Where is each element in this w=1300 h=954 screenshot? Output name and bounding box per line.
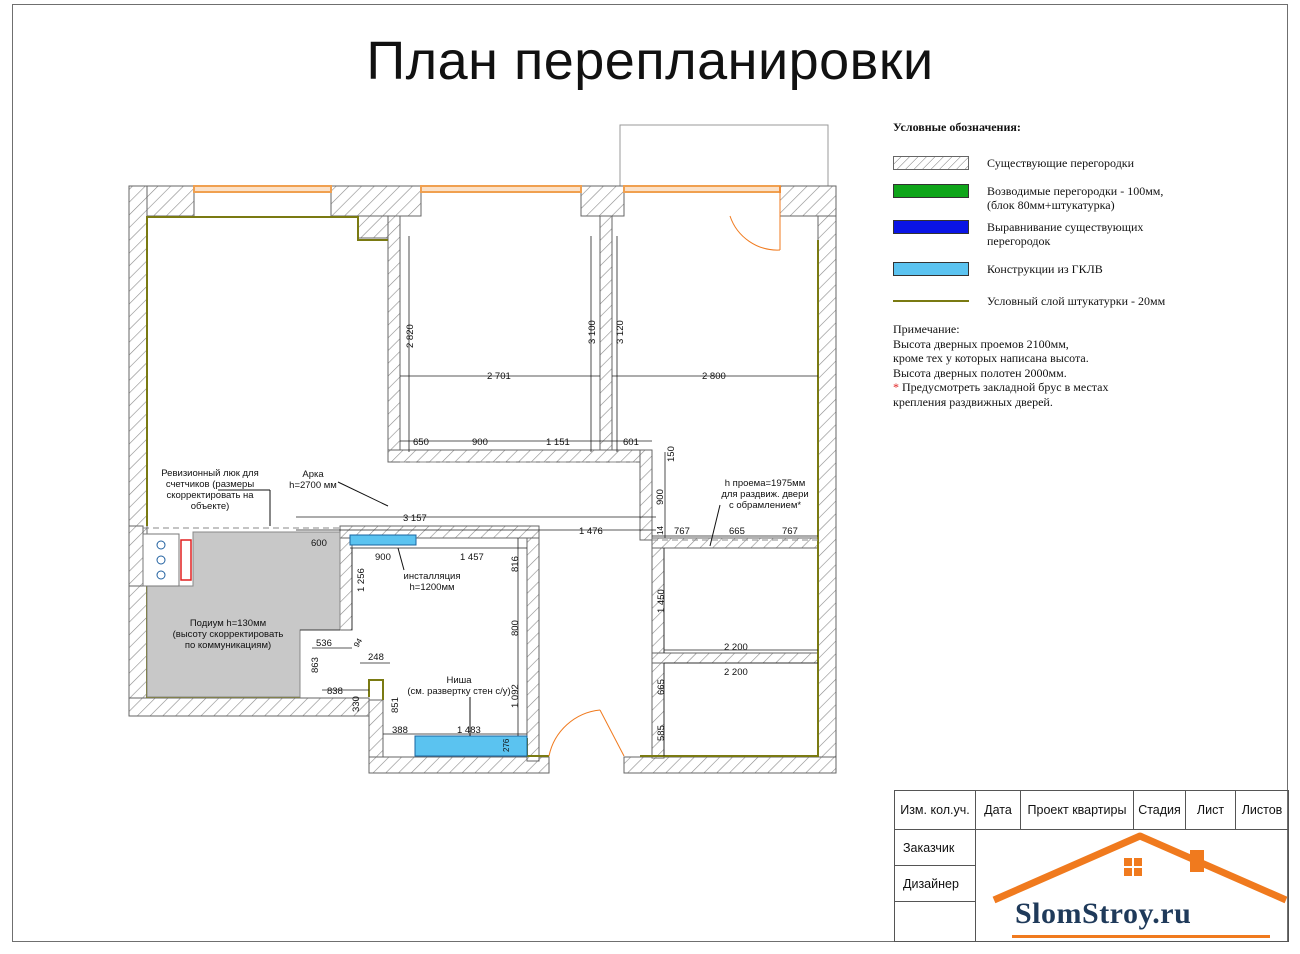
dim-650: 650 <box>413 437 429 448</box>
lightblue-swatch <box>893 262 969 276</box>
dim-816: 816 <box>510 556 521 572</box>
dim-665b: 665 <box>656 679 667 695</box>
legend-item-existing <box>893 156 1134 170</box>
legend <box>893 120 1273 409</box>
dim-94: 94 <box>351 636 365 649</box>
dim-1092: 1 092 <box>510 684 521 708</box>
dim-3120: 3 120 <box>615 320 626 344</box>
dim-900a: 900 <box>472 437 488 448</box>
install-note-2: h=1200мм <box>409 582 455 593</box>
revision-note-1: Ревизионный люк для <box>161 468 259 479</box>
door-note-2: для раздвиж. двери <box>721 489 809 500</box>
note-line-2: Высота дверных проемов 2100мм, <box>893 336 1069 351</box>
dim-2820: 2 820 <box>405 324 416 348</box>
dim-248: 248 <box>368 652 384 663</box>
logo-text: SlomStroy.ru <box>1015 897 1192 930</box>
legend-item-new <box>893 184 1163 212</box>
dim-388: 388 <box>392 725 408 736</box>
dim-900c: 900 <box>375 552 391 563</box>
dim-601: 601 <box>623 437 639 448</box>
dim-2800: 2 800 <box>702 371 726 382</box>
note-line-3: кроме тех у которых написана высота. <box>893 351 1089 365</box>
stamp-date: Дата <box>975 790 1021 830</box>
note-line-5: Предусмотреть закладной брус в местах <box>899 380 1109 394</box>
podium-note-1: Подиум h=130мм <box>189 618 267 629</box>
dim-2200b: 2 200 <box>724 667 748 678</box>
door-note-1: h проема=1975мм <box>724 478 806 489</box>
legend-label-new-1: Возводимые перегородки - 100мм, <box>987 184 1164 198</box>
revision-note-4: объекте) <box>190 501 230 512</box>
note-line-1: Примечание: <box>893 322 960 336</box>
dim-1457: 1 457 <box>460 552 484 563</box>
dim-767a: 767 <box>674 526 690 537</box>
niche-note-1: Ниша <box>446 675 472 686</box>
dim-330: 330 <box>351 696 362 712</box>
page-title: План перепланировки <box>366 31 934 91</box>
legend-note <box>893 322 1109 409</box>
dim-900b: 900 <box>655 489 666 505</box>
logo-underline <box>1012 935 1270 938</box>
arch-note-1: Арка <box>302 469 324 480</box>
arch-note-2: h=2700 мм <box>289 480 337 491</box>
dim-150: 150 <box>666 446 677 462</box>
revision-hatch <box>181 540 191 580</box>
balcony <box>620 125 828 187</box>
legend-label-existing: Существующие перегородки <box>987 156 1135 170</box>
dim-1450: 1 450 <box>656 589 667 613</box>
dim-665a: 665 <box>729 526 745 537</box>
door-note-3: с обрамлением* <box>728 500 802 511</box>
dim-536: 536 <box>316 638 332 649</box>
legend-item-gklv <box>893 262 1103 276</box>
stamp-customer: Заказчик <box>894 829 976 866</box>
install-note-1: инсталляция <box>403 571 461 582</box>
podium-note-2: (высоту скорректировать <box>172 629 284 640</box>
stamp-project: Проект квартиры <box>1020 790 1134 830</box>
stamp-sheets: Листов <box>1235 790 1289 830</box>
podium-note-3: по коммуникациям) <box>184 640 272 651</box>
dim-838: 838 <box>327 686 343 697</box>
note-line-4: Высота дверных полотен 2000мм. <box>893 365 1067 380</box>
windows <box>194 186 780 192</box>
stamp-sheet: Лист <box>1185 790 1236 830</box>
dim-585: 585 <box>656 725 667 741</box>
dim-2200a: 2 200 <box>724 642 748 653</box>
legend-item-align <box>893 220 1143 248</box>
green-swatch <box>893 184 969 198</box>
dim-14: 14 <box>656 526 665 535</box>
dim-800: 800 <box>510 620 521 636</box>
dim-767b: 767 <box>782 526 798 537</box>
legend-label-plaster: Условный слой штукатурки - 20мм <box>987 294 1166 308</box>
dim-1151: 1 151 <box>546 437 570 448</box>
dim-600: 600 <box>311 538 327 549</box>
stamp-designer: Дизайнер <box>894 865 976 902</box>
niche-note-2: (см. развертку стен с/у) <box>407 686 511 697</box>
dim-276: 276 <box>502 738 511 752</box>
stamp-stage: Стадия <box>1133 790 1186 830</box>
dim-1483: 1 483 <box>457 725 481 736</box>
dim-1256: 1 256 <box>356 568 367 592</box>
legend-label-align-1: Выравнивание существующих <box>987 220 1144 234</box>
revision-note-2: счетчиков (размеры <box>165 479 255 490</box>
hatch-swatch <box>893 156 969 170</box>
legend-heading: Условные обозначения: <box>893 120 1021 134</box>
legend-label-gklv: Конструкции из ГКЛВ <box>987 262 1103 276</box>
revision-note-3: скорректировать на <box>166 490 254 501</box>
legend-item-plaster <box>893 294 1165 308</box>
dim-3157: 3 157 <box>403 513 427 524</box>
note-line-6: крепления раздвижных дверей. <box>893 394 1053 409</box>
dim-851: 851 <box>390 697 401 713</box>
dim-2701: 2 701 <box>487 371 511 382</box>
stamp-empty <box>894 901 976 942</box>
stamp-izm: Изм. кол.уч. <box>894 790 976 830</box>
meter-box <box>143 534 179 586</box>
legend-label-align-2: перегородок <box>987 234 1051 248</box>
plaster-swatch <box>893 294 969 302</box>
blue-swatch <box>893 220 969 234</box>
dim-1476: 1 476 <box>579 526 603 537</box>
dim-3100: 3 100 <box>587 320 598 344</box>
note-star: * <box>893 380 899 394</box>
legend-label-new-2: (блок 80мм+штукатурка) <box>987 198 1115 212</box>
dim-863: 863 <box>310 657 321 673</box>
